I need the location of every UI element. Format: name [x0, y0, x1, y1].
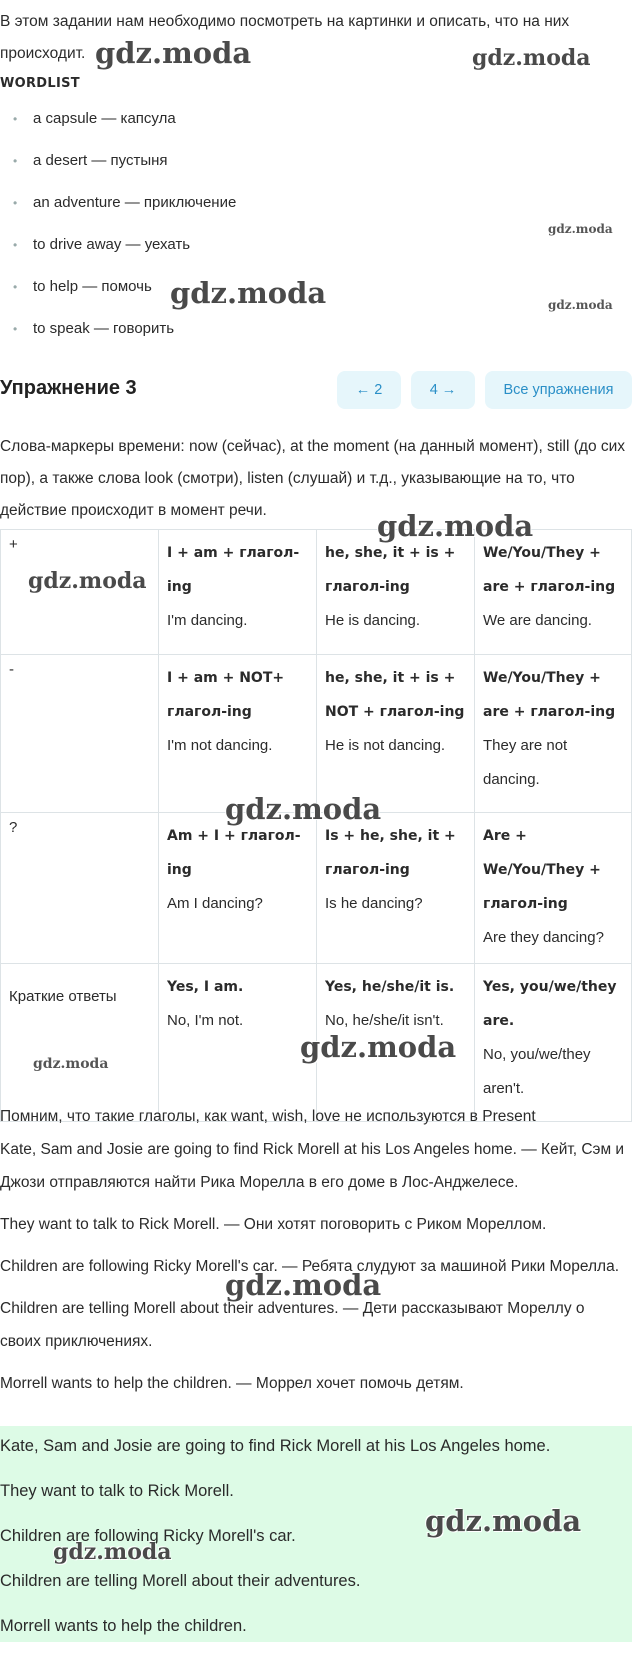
example: They are not dancing. — [483, 737, 568, 788]
next-exercise-button[interactable]: 4 → — [411, 371, 475, 409]
answer-line: Children are telling Morell about their adventures. — [0, 1572, 361, 1590]
table-cell — [317, 813, 475, 964]
all-exercises-button[interactable]: Все упражнения — [485, 371, 632, 409]
table-cell — [475, 530, 632, 655]
table-cell — [475, 813, 632, 964]
answer-line: Children are following Ricky Morell's car. — [0, 1527, 296, 1545]
example: Are they dancing? — [483, 929, 604, 946]
wordlist-title: WORDLIST — [0, 76, 80, 91]
formula: Yes, you/we/they are. — [483, 979, 617, 1029]
watermark: gdz.moda — [170, 276, 327, 310]
example: I'm not dancing. — [167, 737, 273, 754]
watermark: gdz.moda — [53, 1539, 172, 1565]
table-row — [1, 655, 632, 813]
formula: Yes, he/she/it is. — [325, 979, 455, 995]
formula: We/You/They + are + глагол-ing — [483, 670, 616, 720]
example: No, he/she/it isn't. — [325, 1012, 444, 1029]
table-cell — [317, 655, 475, 813]
watermark: gdz.moda — [33, 1056, 109, 1072]
example: I'm dancing. — [167, 612, 248, 629]
exercise-header — [0, 369, 632, 409]
example: Am I dancing? — [167, 895, 263, 912]
watermark: gdz.moda — [548, 298, 613, 312]
example: We are dancing. — [483, 612, 592, 629]
watermark: gdz.moda — [95, 36, 252, 70]
watermark: gdz.moda — [425, 1504, 582, 1538]
table-cell — [159, 530, 317, 655]
table-cell — [475, 655, 632, 813]
example: He is dancing. — [325, 612, 421, 629]
table-cell — [159, 655, 317, 813]
answer-line: Kate, Sam and Josie are going to find Rick Morell at his Los Angeles home. — [0, 1437, 551, 1455]
note-line: Children are telling Morell about their adventures. — Дети рассказывают Мореллу о своих приключениях. — [0, 1300, 585, 1350]
watermark: gdz.moda — [548, 222, 613, 236]
watermark: gdz.moda — [377, 509, 534, 543]
wordlist — [0, 107, 632, 359]
formula: Is + he, she, it + глагол-ing — [325, 828, 456, 878]
translation-notes — [0, 1100, 628, 1409]
prev-exercise-button[interactable]: ← 2 — [337, 371, 401, 409]
answer-line: Morrell wants to help the children. — [0, 1617, 247, 1635]
list-item: • a desert — пустыня — [0, 149, 632, 191]
list-item: • to drive away — уехать — [0, 233, 632, 275]
formula: Am + I + глагол-ing — [167, 828, 301, 878]
formula: We/You/They + are + глагол-ing — [483, 545, 616, 595]
example: Is he dancing? — [325, 895, 423, 912]
row-sign: + — [1, 530, 159, 655]
watermark: gdz.moda — [300, 1030, 457, 1064]
note-line: Children are following Ricky Morell's car. — Ребята слудуют за машиной Рики Морелла. — [0, 1258, 620, 1275]
example: He is not dancing. — [325, 737, 446, 754]
formula: I + am + NOT+ глагол-ing — [167, 670, 285, 720]
formula: I + am + глагол-ing — [167, 545, 300, 595]
formula: he, she, it + is + NOT + глагол-ing — [325, 670, 465, 720]
table-cell — [475, 964, 632, 1122]
example: No, you/we/they aren't. — [483, 1046, 591, 1097]
time-markers-text: Слова-маркеры времени: now (сейчас), at the moment (на данный момент), still (до сих пор), а также слова look (смотри), listen (слушай) и т.д., указывающие на то, что действие происходит в момент речи. — [0, 438, 626, 519]
watermark: gdz.moda — [472, 45, 591, 71]
row-sign: - — [1, 655, 159, 813]
table-row — [1, 813, 632, 964]
table-cell — [159, 964, 317, 1122]
row-sign: Краткие ответы — [1, 964, 159, 1122]
answer-line: They want to talk to Rick Morell. — [0, 1482, 234, 1500]
note-line: They want to talk to Rick Morell. — Они хотят поговорить с Риком Мореллом. — [0, 1216, 547, 1233]
example: No, I'm not. — [167, 1012, 244, 1029]
watermark: gdz.moda — [28, 568, 147, 594]
note-line: Kate, Sam and Josie are going to find Rick Morell at his Los Angeles home. — Кейт, Сэм и Джози отправляются найти Рика Морелла в его доме в Лос-Анджелесе. — [0, 1141, 625, 1191]
formula: Yes, I am. — [167, 979, 244, 995]
table-cell — [317, 530, 475, 655]
note-line: Помним, что такие глаголы, как want, wish, love не используются в Present — [0, 1108, 536, 1125]
watermark: gdz.moda — [225, 1268, 382, 1302]
row-sign: ? — [1, 813, 159, 964]
list-item: • an adventure — приключение — [0, 191, 632, 233]
table-cell — [159, 813, 317, 964]
list-item: • to help — помочь — [0, 275, 632, 317]
exercise-title: Упражнение 3 — [0, 377, 137, 399]
note-line: Morrell wants to help the children. — Моррел хочет помочь детям. — [0, 1375, 464, 1392]
formula: Are + We/You/They + глагол-ing — [483, 828, 601, 912]
formula: he, she, it + is + глагол-ing — [325, 545, 456, 595]
watermark: gdz.moda — [225, 792, 382, 826]
list-item: • to speak — говорить — [0, 317, 632, 359]
list-item: • a capsule — капсула — [0, 107, 632, 149]
intro-text: В этом задании нам необходимо посмотреть на картинки и описать, что на них происходит. — [0, 13, 570, 62]
